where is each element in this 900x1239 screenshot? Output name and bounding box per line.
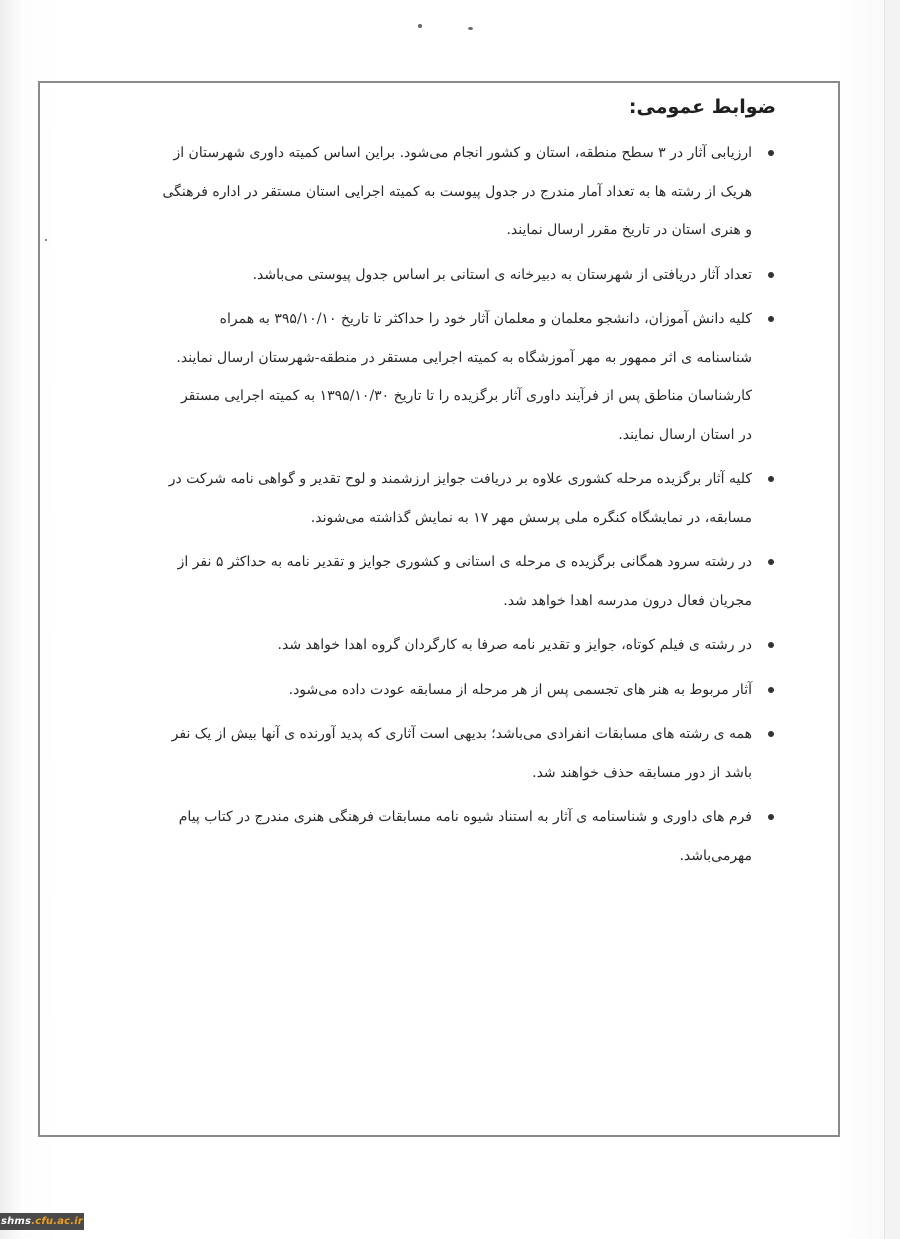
rule-item: [100, 798, 780, 875]
rule-item: [100, 256, 780, 295]
bullet-icon: [768, 150, 774, 156]
watermark-prefix: shms: [0, 1216, 32, 1227]
rule-line: تعداد آثار دریافتی از شهرستان به دبیرخانه ی استانی بر اساس جدول پیوستی می‌باشد.: [252, 266, 752, 283]
rule-item: [100, 671, 780, 710]
rule-line: در رشته ی فیلم کوتاه، جوایز و تقدیر نامه صرفا به کارگردان گروه اهدا خواهد شد.: [277, 637, 752, 653]
page-edge-shadow: [884, 0, 900, 1239]
rule-line: مسابقه، در نمایشگاه کنگره ملی پرسش مهر ۱۷ به نمایش گذاشته می‌شوند.: [310, 509, 752, 526]
rule-item: [100, 460, 780, 537]
rule-line: آثار مربوط به هنر های تجسمی پس از هر مرحله از مسابقه عودت داده می‌شود.: [288, 681, 752, 698]
rule-item: [100, 300, 780, 454]
document-body: [100, 96, 780, 881]
rule-line: همه ی رشته های مسابقات انفرادی می‌باشد؛ بدیهی است آثاری که پدید آورنده ی آنها بیش از یک نفر: [171, 726, 752, 742]
site-watermark: [0, 1213, 84, 1230]
watermark-domain: .cfu.ac.ir: [31, 1216, 84, 1227]
rule-line: فرم های داوری و شناسنامه ی آثار به استناد شیوه نامه مسابقات فرهنگی هنری مندرج در کتاب پیام: [178, 809, 752, 825]
bullet-icon: [768, 316, 774, 322]
bullet-icon: [768, 559, 774, 565]
rule-item: [100, 134, 780, 250]
rule-line: و هنری استان در تاریخ مقرر ارسال نمایند.: [506, 222, 752, 238]
bullet-icon: [768, 272, 774, 278]
bullet-icon: [768, 731, 774, 737]
rule-item: [100, 626, 780, 665]
rule-line: باشد از دور مسابقه حذف خواهند شد.: [532, 764, 752, 781]
rule-line: کلیه آثار برگزیده مرحله کشوری علاوه بر دریافت جوایز ارزشمند و لوح تقدیر و گواهی نامه شرکت در: [168, 471, 752, 487]
section-heading: ضوابط عمومی:: [628, 96, 776, 118]
rule-line: کلیه دانش آموزان، دانشجو معلمان و معلمان آثار خود را حداکثر تا تاریخ ۳۹۵/۱۰/۱۰ به همراه: [219, 311, 752, 327]
rule-line: در رشته سرود همگانی برگزیده ی مرحله ی استانی و کشوری جوایز و تقدیر نامه به حداکثر ۵ نفر از: [177, 554, 752, 570]
bullet-icon: [768, 687, 774, 693]
scan-speck: [418, 24, 422, 28]
rule-line: هریک از رشته ها به تعداد آمار مندرج در جدول پیوست به کمیته اجرایی استان مستقر در اداره فرهنگی: [162, 183, 752, 200]
rule-line: مجریان فعال درون مدرسه اهدا خواهد شد.: [503, 592, 752, 609]
rule-line: شناسنامه ی اثر ممهور به مهر آموزشگاه به کمیته اجرایی مستقر در منطقه-شهرستان ارسال نمایند.: [176, 349, 752, 366]
rule-line: در استان ارسال نمایند.: [618, 426, 752, 443]
rule-item: [100, 715, 780, 792]
rule-line: ارزیابی آثار در ۳ سطح منطقه، استان و کشور انجام می‌شود. براین اساس کمیته داوری شهرستان از: [173, 145, 752, 161]
bullet-icon: [768, 814, 774, 820]
rules-list: [100, 134, 780, 875]
bullet-icon: [768, 642, 774, 648]
rule-item: [100, 543, 780, 620]
rule-line: مهرمی‌باشد.: [679, 847, 752, 864]
scan-speck: [468, 27, 473, 30]
bullet-icon: [768, 476, 774, 482]
rule-line: کارشناسان مناطق پس از فرآیند داوری آثار برگزیده را تا تاریخ ۱۳۹۵/۱۰/۳۰ به کمیته اجرایی مستقر: [180, 388, 752, 404]
